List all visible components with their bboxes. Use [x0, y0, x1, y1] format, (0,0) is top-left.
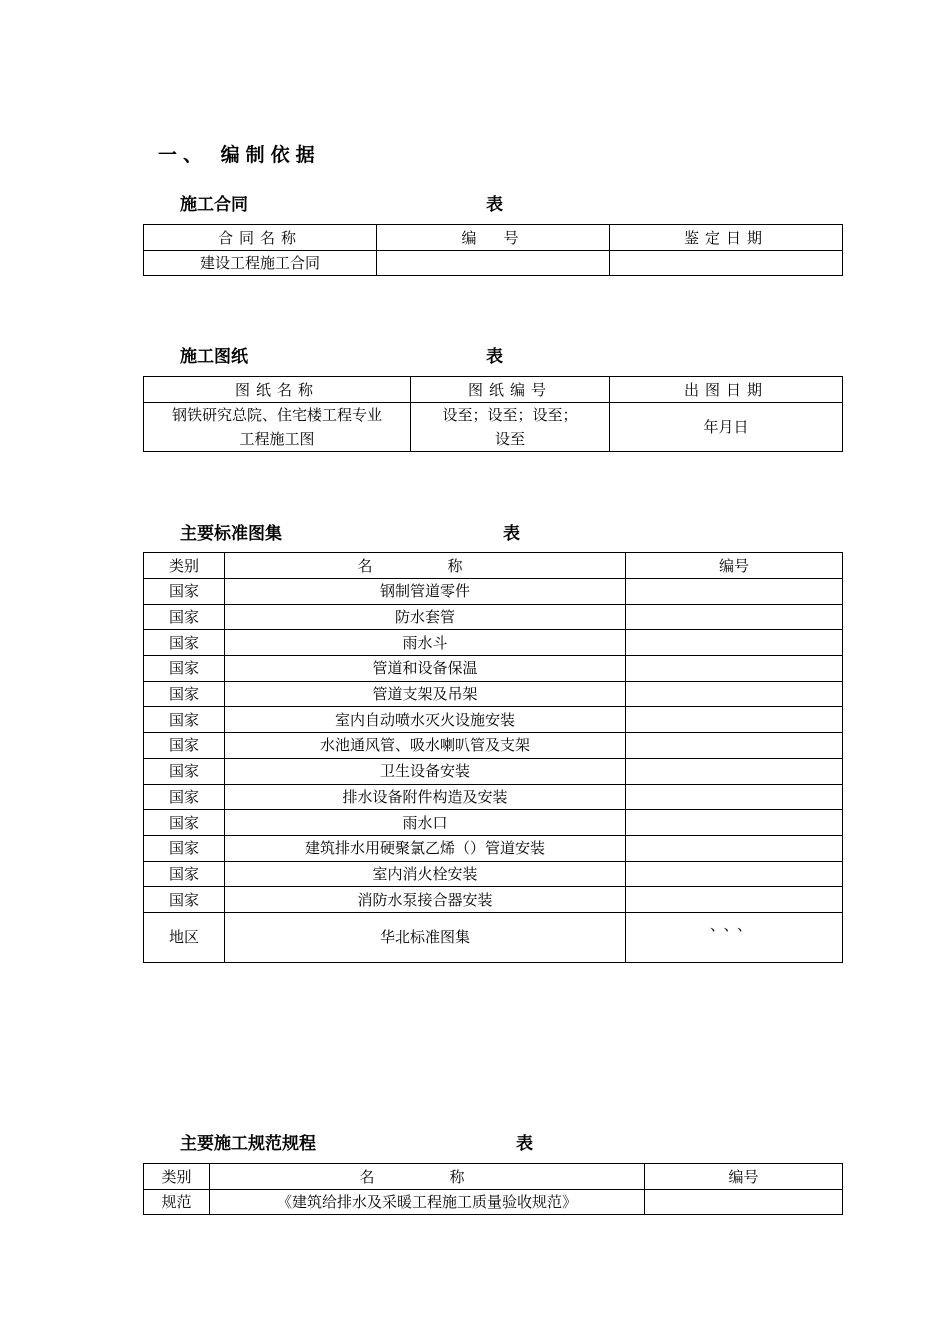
cell-line: 工程施工图: [239, 430, 315, 448]
table-cell: 国家: [144, 656, 225, 682]
table-cell: 防水套管: [225, 604, 626, 630]
table-row: [144, 1190, 843, 1215]
table-cell: 国家: [144, 604, 225, 630]
table-cell: 雨水口: [225, 810, 626, 836]
drawings-table: [143, 376, 843, 452]
table-cell: [645, 1190, 843, 1215]
contract-title-suffix: 表: [486, 195, 503, 215]
table-cell: [377, 251, 610, 276]
table-row: [144, 887, 843, 913]
table-cell: 地区: [144, 912, 225, 962]
drawings-title-text: 施工图纸: [180, 347, 248, 367]
table-row: [144, 835, 843, 861]
table-cell: [626, 784, 843, 810]
table-cell: 钢制管道零件: [225, 579, 626, 605]
header-cell: 名 称: [210, 1164, 645, 1190]
table-cell: 年月日: [610, 403, 843, 452]
atlas-title-suffix: 表: [503, 524, 520, 544]
cell-line: 设至: [494, 430, 525, 448]
table-cell: 国家: [144, 861, 225, 887]
table-row: [144, 656, 843, 682]
codes-title-suffix: 表: [516, 1134, 533, 1154]
table-cell: 管道支架及吊架: [225, 681, 626, 707]
table-cell: 国家: [144, 835, 225, 861]
table-header-row: [144, 1164, 843, 1190]
table-cell: 华北标准图集: [225, 912, 626, 962]
table-cell: [626, 681, 843, 707]
table-cell: 国家: [144, 733, 225, 759]
table-header-row: [144, 377, 843, 403]
codes-title-text: 主要施工规范规程: [180, 1134, 316, 1154]
table-cell: 卫生设备安装: [225, 758, 626, 784]
table-cell: 规范: [144, 1190, 210, 1215]
table-row: [144, 810, 843, 836]
table-cell: 、、、: [626, 912, 843, 962]
table-row: [144, 707, 843, 733]
table-cell: [626, 887, 843, 913]
table-cell: [626, 733, 843, 759]
table-cell: 国家: [144, 784, 225, 810]
table-cell: 室内自动喷水灭火设施安装: [225, 707, 626, 733]
table-row: [144, 630, 843, 656]
cell-line: 钢铁研究总院、住宅楼工程专业: [171, 406, 382, 424]
table-row: [144, 912, 843, 962]
table-cell: 水池通风管、吸水喇叭管及支架: [225, 733, 626, 759]
header-cell: 编号: [645, 1164, 843, 1190]
header-cell: 名 称: [225, 553, 626, 579]
table-cell: 国家: [144, 887, 225, 913]
header-cell: 类别: [144, 1164, 210, 1190]
table-row: [144, 861, 843, 887]
table-row: [144, 403, 843, 452]
table-cell: [626, 810, 843, 836]
drawings-title-suffix: 表: [486, 347, 503, 367]
table-cell: [626, 861, 843, 887]
table-cell: 国家: [144, 810, 225, 836]
table-cell: 管道和设备保温: [225, 656, 626, 682]
header-cell: 图纸编号: [411, 377, 610, 403]
table-cell: [626, 835, 843, 861]
atlas-table: [143, 552, 843, 963]
table-cell: [626, 630, 843, 656]
table-cell: 国家: [144, 681, 225, 707]
section-heading: 一、 编制依据: [158, 144, 321, 166]
table-cell: 国家: [144, 758, 225, 784]
table-cell: 雨水斗: [225, 630, 626, 656]
table-row: [144, 758, 843, 784]
table-cell: 国家: [144, 707, 225, 733]
table-cell: 建筑排水用硬聚氯乙烯（）管道安装: [225, 835, 626, 861]
header-cell: 图纸名称: [144, 377, 411, 403]
table-cell: 《建筑给排水及采暖工程施工质量验收规范》: [210, 1190, 645, 1215]
table-row: [144, 733, 843, 759]
table-header-row: [144, 225, 843, 251]
table-cell: 国家: [144, 630, 225, 656]
cell-line: 设至；设至；设至；: [442, 406, 578, 424]
header-cell: 鉴定日期: [610, 225, 843, 251]
table-cell: 消防水泵接合器安装: [225, 887, 626, 913]
header-cell: 编号: [626, 553, 843, 579]
table-cell: [626, 707, 843, 733]
table-row: [144, 681, 843, 707]
table-cell: [626, 758, 843, 784]
table-cell: [610, 251, 843, 276]
codes-table: [143, 1163, 843, 1215]
table-cell: [144, 403, 411, 452]
contract-title-text: 施工合同: [180, 195, 248, 215]
header-cell: 合同名称: [144, 225, 377, 251]
header-cell: 类别: [144, 553, 225, 579]
header-cell: 出图日期: [610, 377, 843, 403]
table-row: [144, 251, 843, 276]
table-cell: 排水设备附件构造及安装: [225, 784, 626, 810]
table-cell: [626, 579, 843, 605]
table-cell: [411, 403, 610, 452]
table-cell: 国家: [144, 579, 225, 605]
table-row: [144, 604, 843, 630]
table-row: [144, 784, 843, 810]
table-cell: 室内消火栓安装: [225, 861, 626, 887]
table-header-row: [144, 553, 843, 579]
table-cell: [626, 656, 843, 682]
table-cell: 建设工程施工合同: [144, 251, 377, 276]
table-row: [144, 579, 843, 605]
contract-table: [143, 224, 843, 276]
header-cell: 编 号: [377, 225, 610, 251]
table-cell: [626, 604, 843, 630]
atlas-title-text: 主要标准图集: [180, 524, 282, 544]
